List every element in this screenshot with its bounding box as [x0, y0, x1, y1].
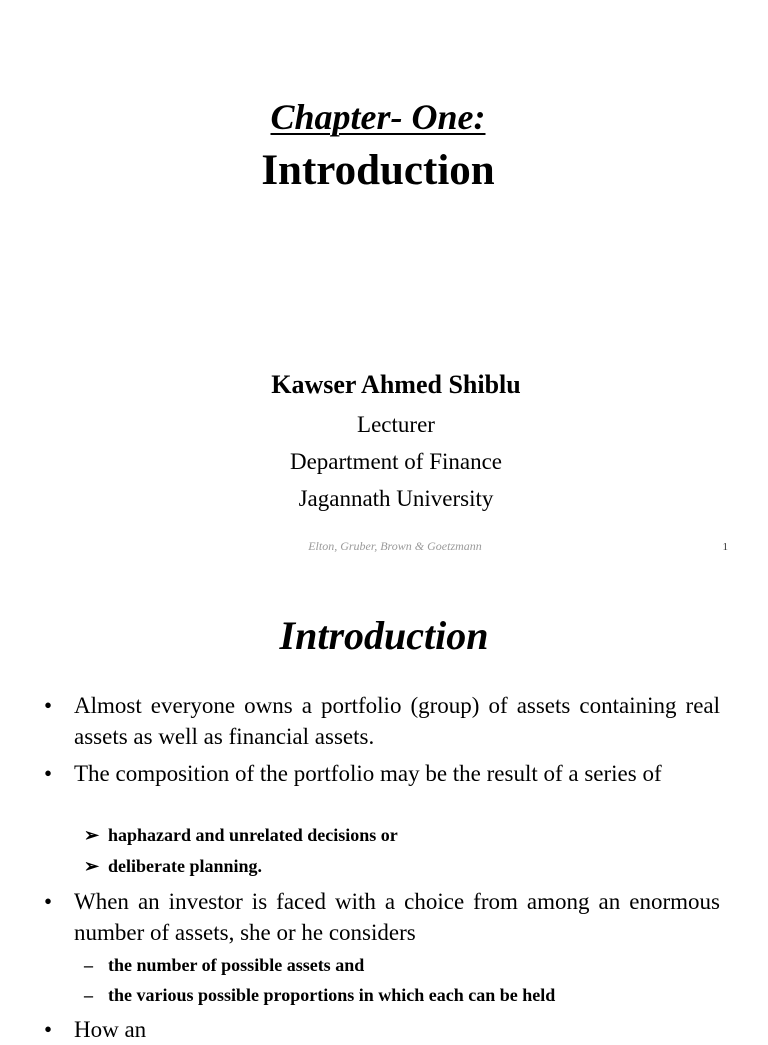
bullet-text: The composition of the portfolio may be the result of a series of [74, 761, 662, 786]
sub-bullet-text: haphazard and unrelated decisions or [108, 825, 398, 845]
section-title: Introduction [279, 613, 489, 658]
slide-title: Introduction [261, 147, 495, 194]
bullet-item [44, 758, 720, 789]
sub-bullet-text: deliberate planning. [108, 856, 263, 876]
author-name: Kawser Ahmed Shiblu [271, 370, 521, 399]
author-department: Department of Finance [289, 449, 503, 474]
arrow-bullet-icon: ➢ [84, 856, 100, 876]
sub-bullet-item [84, 983, 724, 1007]
chapter-title: Chapter- One: [270, 97, 486, 137]
dash-bullet-icon: – [84, 985, 93, 1005]
dash-bullet-icon: – [84, 955, 93, 975]
bullet-marker: • [44, 889, 53, 914]
sub-bullet-item [84, 823, 724, 847]
bullet-text: How an [74, 1017, 147, 1042]
sub-bullet-item [84, 854, 724, 878]
bullet-text: When an investor is faced with a choice from among an enormous number of assets, she or he considers [74, 889, 720, 945]
sub-bullet-text: the various possible proportions in which each can be held [108, 985, 556, 1005]
sub-bullet-text: the number of possible assets and [108, 955, 365, 975]
bullet-marker: • [44, 761, 53, 786]
page-number: 1 [722, 541, 728, 553]
author-university: Jagannath University [298, 486, 494, 511]
slide-footer: Elton, Gruber, Brown & Goetzmann [308, 539, 482, 553]
bullet-marker: • [44, 693, 53, 718]
bullet-item [44, 1014, 720, 1045]
bullet-item [44, 886, 720, 948]
arrow-bullet-icon: ➢ [84, 825, 100, 845]
author-role: Lecturer [357, 412, 435, 437]
sub-bullet-item [84, 953, 724, 977]
bullet-text: Almost everyone owns a portfolio (group) of assets containing real assets as well as financial assets. [74, 693, 720, 749]
bullet-item [44, 690, 720, 752]
bullet-marker: • [44, 1017, 53, 1042]
